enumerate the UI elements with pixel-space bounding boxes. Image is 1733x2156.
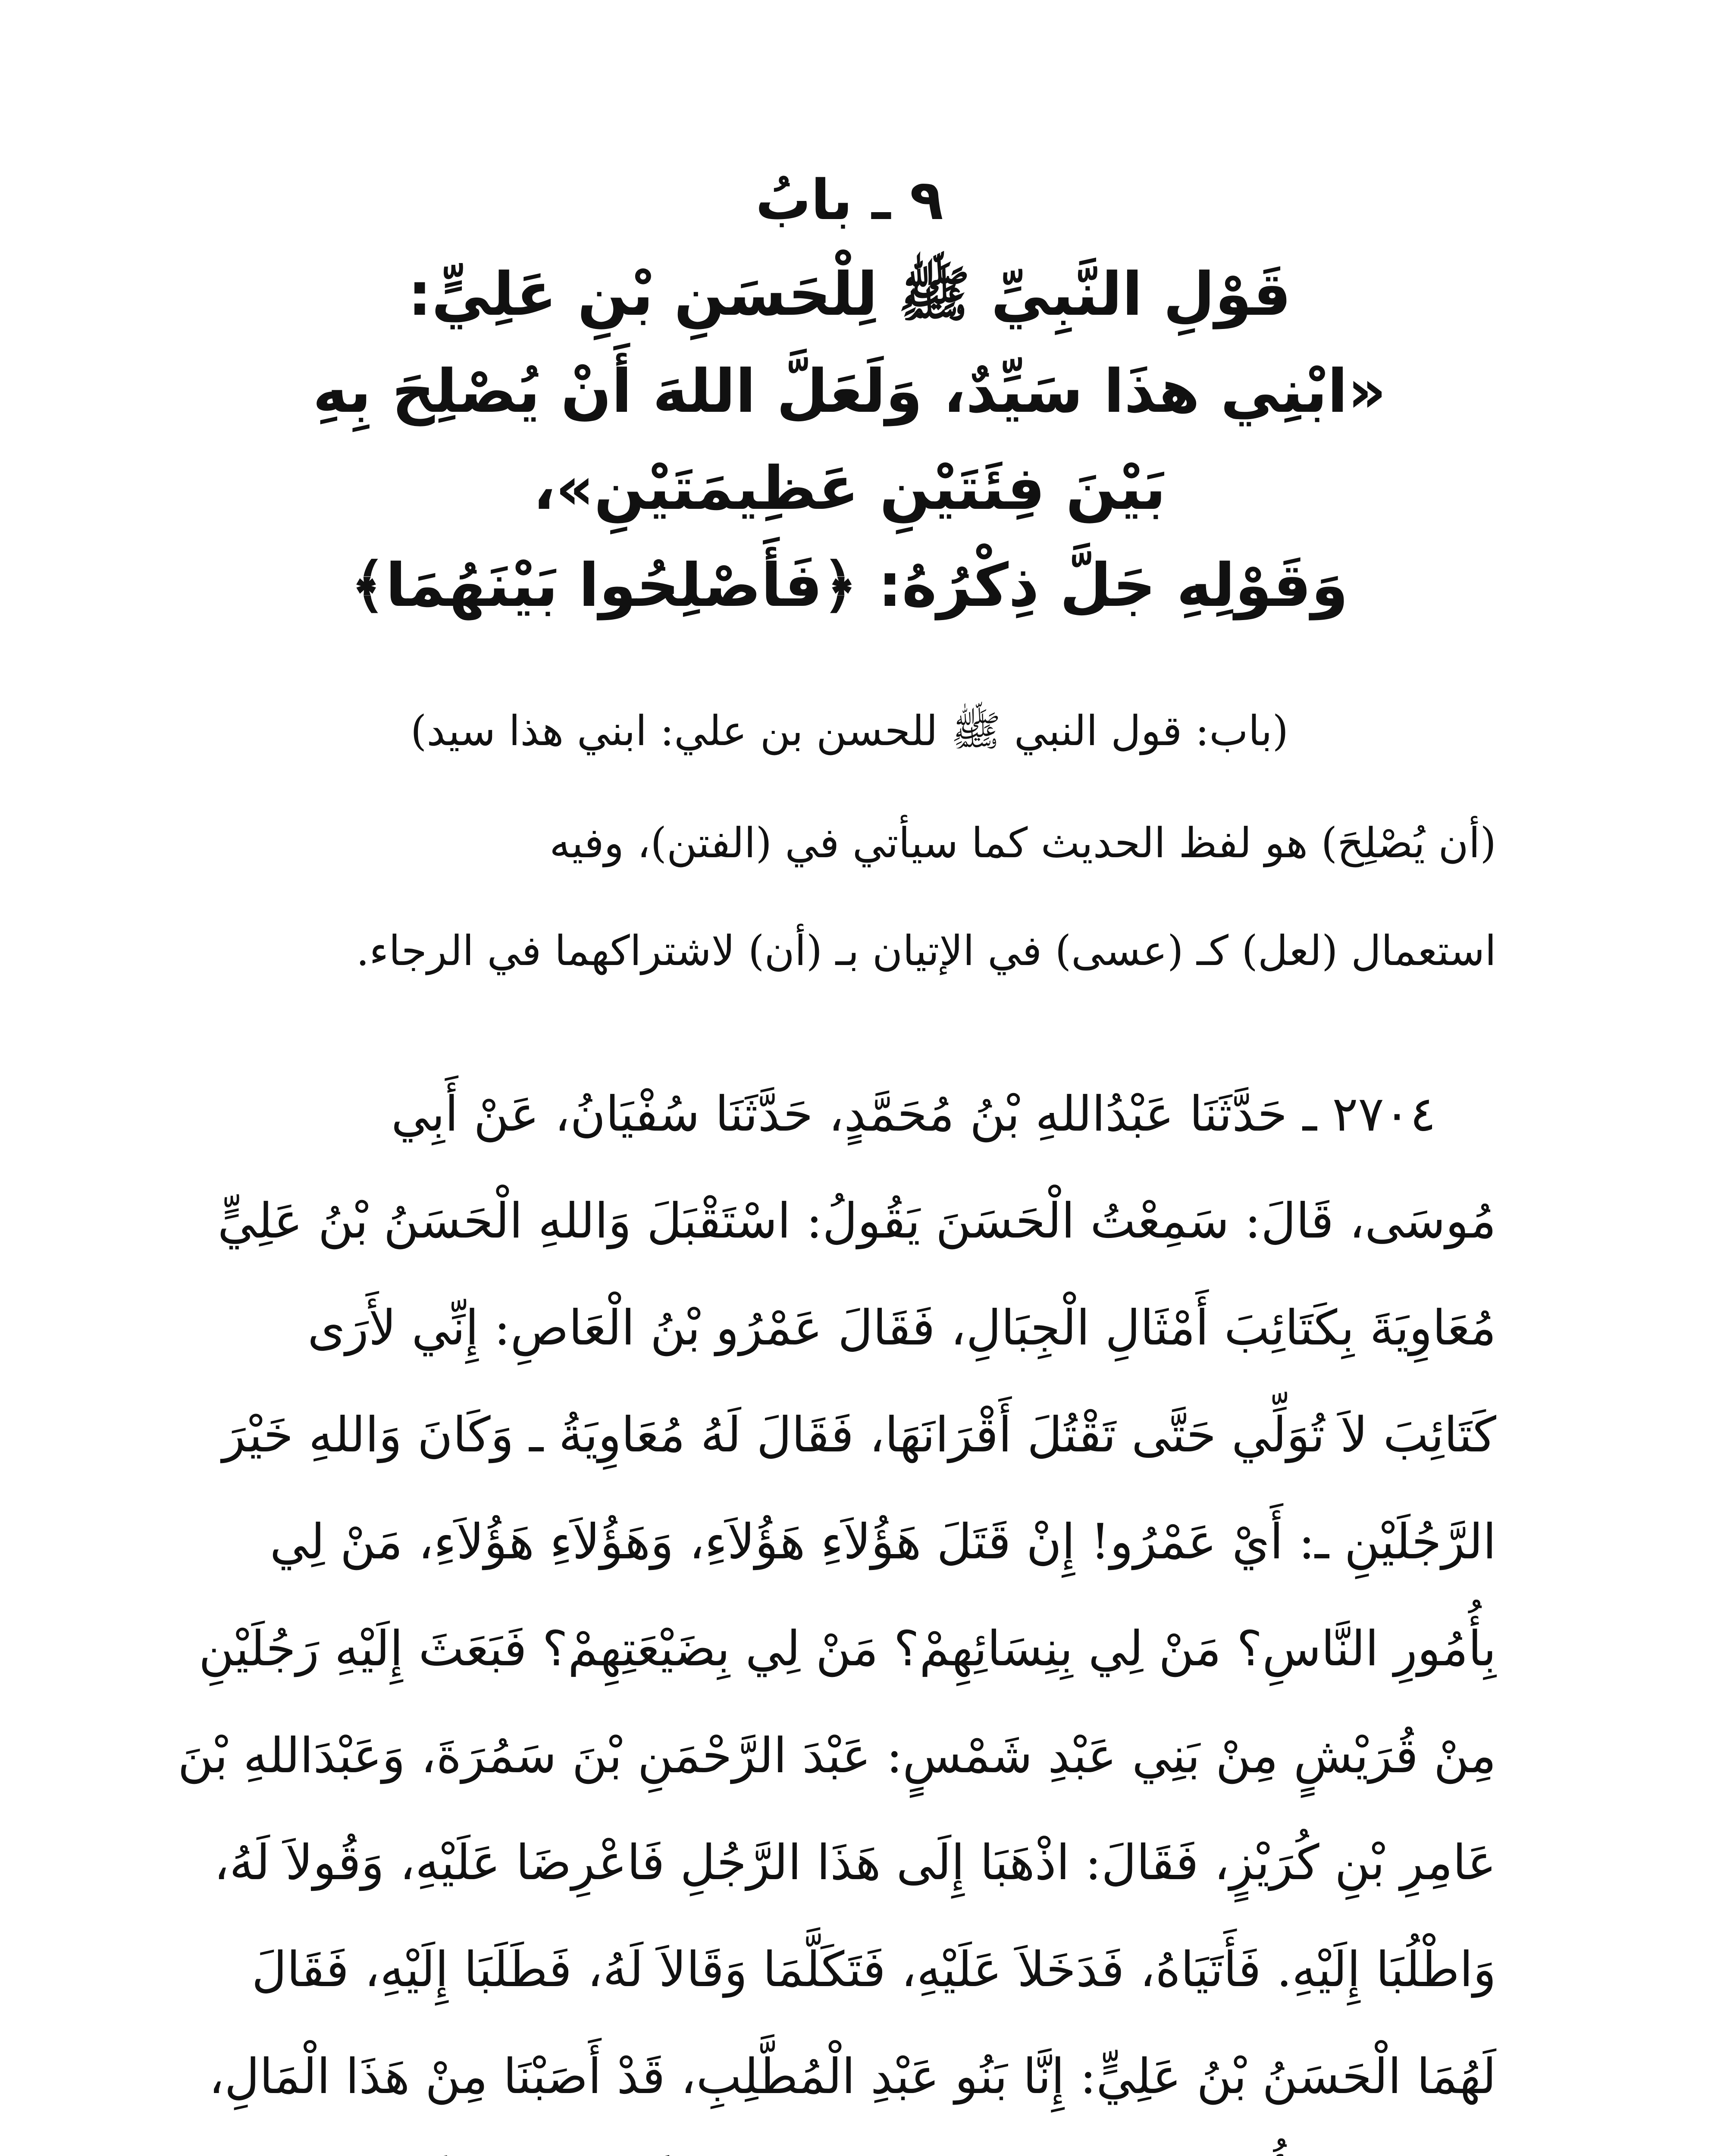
hadith-line <box>203 2130 1496 2156</box>
hadith-line: بِأُمُورِ النَّاسِ؟ مَنْ لِي بِنِسَائِهِمْ؟ مَنْ لِي بِضَيْعَتِهِمْ؟ فَبَعَثَ إِلَيْهِ رَجُلَيْنِ <box>198 1621 1496 1677</box>
commentary-heading: (باب: قول النبي ﷺ للحسن بن علي: ابني هذا سيد) <box>410 707 1289 755</box>
chapter-title-line: بَيْنَ فِئَتَيْنِ عَظِيمَتَيْنِ»، <box>533 454 1166 523</box>
hadith-line: مِنْ قُرَيْشٍ مِنْ بَنِي عَبْدِ شَمْسٍ: عَبْدَ الرَّحْمَنِ بْنَ سَمُرَةَ، وَعَبْدَاللهِ بْنَ <box>178 1728 1496 1784</box>
hadith-line: لَهُمَا الْحَسَنُ بْنُ عَلِيٍّ: إِنَّا بَنُو عَبْدِ الْمُطَّلِبِ، قَدْ أَصَبْنَا مِنْ هَذَا الْمَالِ، <box>209 2049 1496 2105</box>
chapter-number: ٩ ـ بابُ <box>755 168 943 232</box>
hadith-text <box>178 1061 1496 2156</box>
hadith-line: ٢٧٠٤ ـ حَدَّثَنَا عَبْدُاللهِ بْنُ مُحَمَّدٍ، حَدَّثَنَا سُفْيَانُ، عَنْ أَبِي <box>391 1086 1436 1142</box>
hadith-line: عَامِرِ بْنِ كُرَيْزٍ، فَقَالَ: اذْهَبَا إِلَى هَذَا الرَّجُلِ فَاعْرِضَا عَلَيْهِ، وَقُولاَ لَهُ، <box>213 1835 1496 1891</box>
hadith-line: وَاطْلُبَا إِلَيْهِ. فَأَتَيَاهُ، فَدَخَلاَ عَلَيْهِ، فَتَكَلَّمَا وَقَالاَ لَهُ، فَطَلَبَا إِلَيْهِ، فَقَالَ <box>251 1942 1496 1998</box>
commentary-body <box>203 789 1496 1005</box>
hadith-line: مُعَاوِيَةَ بِكَتَائِبَ أَمْثَالِ الْجِبَالِ، فَقَالَ عَمْرُو بْنُ الْعَاصِ: إِنِّي لأَرَى <box>307 1300 1496 1356</box>
commentary-line: استعمال (لعل) كـ (عسى) في الإتيان بـ (أن) لاشتراكهما في الرجاء. <box>356 927 1496 975</box>
book-page <box>178 164 1496 2156</box>
hadith-line: كَتَائِبَ لاَ تُوَلِّي حَتَّى تَقْتُلَ أَقْرَانَهَا، فَقَالَ لَهُ مُعَاوِيَةُ ـ وَكَانَ وَاللهِ خَيْرَ <box>222 1407 1496 1463</box>
hadith-line: مُوسَى، قَالَ: سَمِعْتُ الْحَسَنَ يَقُولُ: اسْتَقْبَلَ وَاللهِ الْحَسَنُ بْنُ عَلِيٍّ <box>217 1193 1496 1249</box>
chapter-title-line: «ابْنِي هذَا سَيِّدٌ، وَلَعَلَّ اللهَ أَنْ يُصْلِحَ بِهِ <box>313 357 1386 426</box>
chapter-title-line: وَقَوْلِهِ جَلَّ ذِكْرُهُ: ﴿فَأَصْلِحُوا بَيْنَهُمَا﴾ <box>351 551 1348 620</box>
chapter-title-line: قَوْلِ النَّبِيِّ ﷺ لِلْحَسَنِ بْنِ عَلِيٍّ: <box>407 260 1291 329</box>
chapter-title <box>203 246 1496 634</box>
commentary-line: (أن يُصْلِحَ) هو لفظ الحديث كما سيأتي في (الفتن)، وفيه <box>549 819 1496 867</box>
hadith-line: الرَّجُلَيْنِ ـ: أَيْ عَمْرُو! إِنْ قَتَلَ هَؤُلاَءِ هَؤُلاَءِ، وَهَؤُلاَءِ هَؤُلاَءِ، مَنْ لِي <box>270 1514 1496 1570</box>
